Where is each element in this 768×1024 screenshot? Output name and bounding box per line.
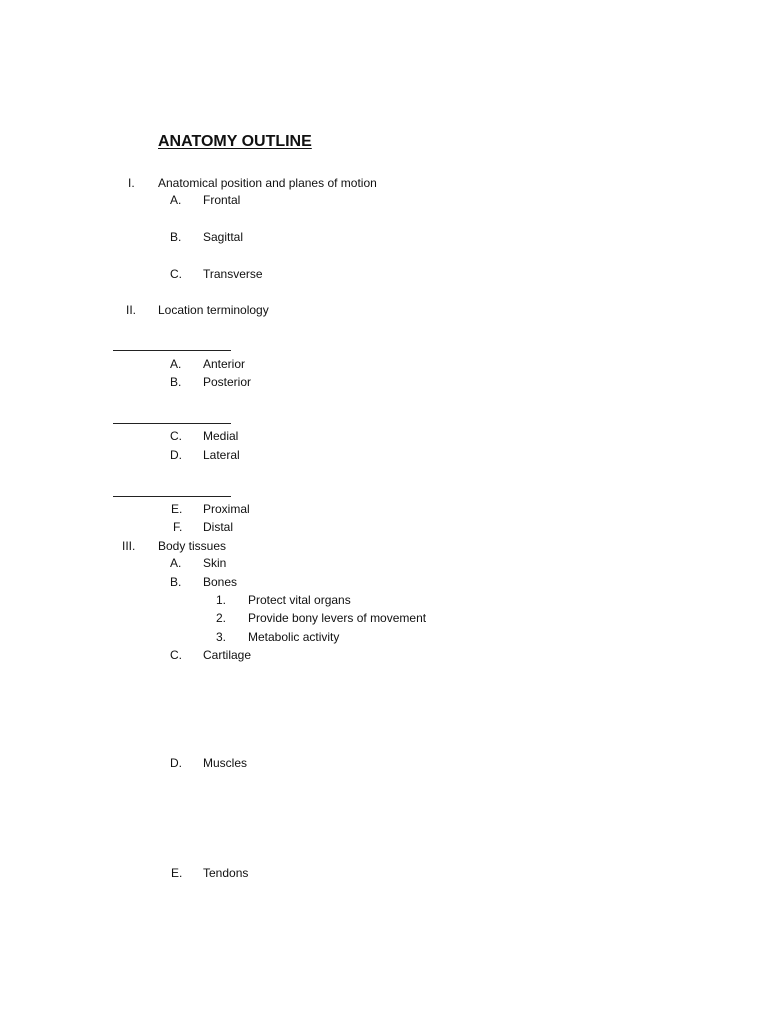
fill-in-blank [113, 496, 231, 497]
section-heading: Body tissues [158, 539, 227, 553]
item-letter: B. [170, 230, 182, 244]
item-letter: C. [170, 267, 182, 281]
section-numeral: I. [128, 176, 135, 190]
item-text: Skin [203, 556, 227, 570]
item-text: Frontal [203, 193, 241, 207]
subitem-text: Provide bony levers of movement [248, 611, 427, 625]
item-letter: C. [170, 648, 182, 662]
item-text: Distal [203, 520, 234, 534]
item-letter: B. [170, 575, 182, 589]
item-letter: C. [170, 429, 182, 443]
item-text: Proximal [203, 502, 250, 516]
item-text: Sagittal [203, 230, 244, 244]
item-text: Anterior [203, 357, 246, 371]
section-numeral: II. [126, 303, 137, 317]
fill-in-blank [113, 350, 231, 351]
item-text: Posterior [203, 375, 252, 389]
item-text: Bones [203, 575, 238, 589]
item-letter: D. [170, 448, 182, 462]
item-text: Tendons [203, 866, 249, 880]
item-letter: D. [170, 756, 182, 770]
subitem-number: 3. [216, 630, 227, 644]
subitem-number: 2. [216, 611, 227, 625]
fill-in-blank [113, 423, 231, 424]
subitem-text: Protect vital organs [248, 593, 351, 607]
item-text: Medial [203, 429, 239, 443]
item-letter: E. [171, 866, 183, 880]
item-text: Cartilage [203, 648, 252, 662]
item-text: Lateral [203, 448, 240, 462]
subitem-number: 1. [216, 593, 227, 607]
section-numeral: III. [122, 539, 136, 553]
item-letter: A. [170, 193, 182, 207]
item-letter: E. [171, 502, 183, 516]
item-letter: F. [173, 520, 183, 534]
subitem-text: Metabolic activity [248, 630, 340, 644]
item-letter: A. [170, 556, 182, 570]
section-heading: Anatomical position and planes of motion [158, 176, 377, 190]
document-title: ANATOMY OUTLINE [158, 133, 312, 150]
section-heading: Location terminology [158, 303, 269, 317]
item-text: Transverse [203, 267, 263, 281]
item-letter: A. [170, 357, 182, 371]
item-text: Muscles [203, 756, 248, 770]
item-letter: B. [170, 375, 182, 389]
